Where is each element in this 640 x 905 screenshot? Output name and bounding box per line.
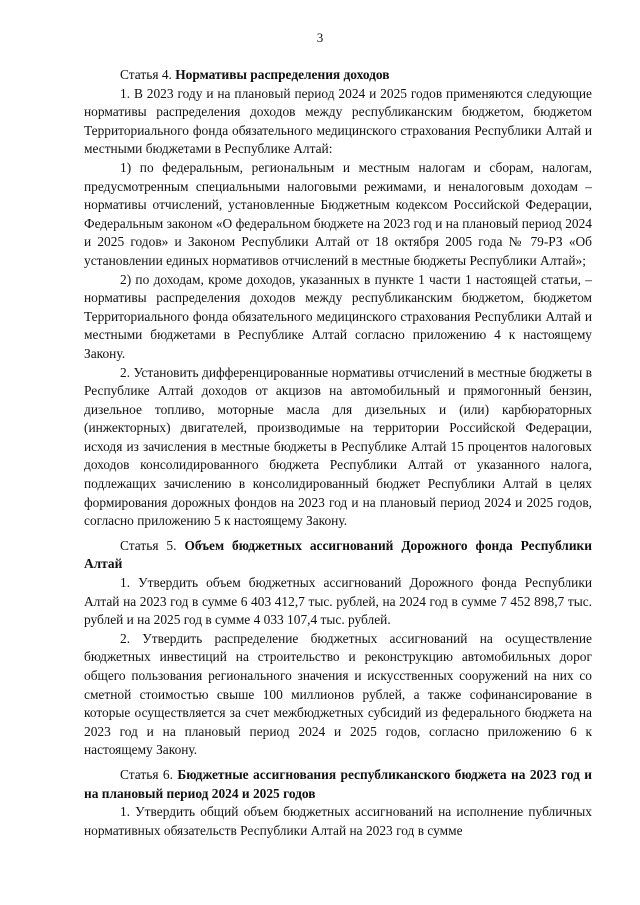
article-6-title: Бюджетные ассигнования республиканского бюджета на 2023 год и на плановый период 2024 и 2025 годов	[84, 766, 592, 801]
article-5-paragraph-1: 1. Утвердить объем бюджетных ассигнований Дорожного фонда Республики Алтай на 2023 год в сумме 6 403 412,7 тыс. рублей, на 2024 год в сумме 7 452 898,7 тыс. рублей и на 2025 год в сумме 4 033 107,4 тыс. рублей.	[84, 575, 592, 628]
article-6-heading	[84, 766, 592, 803]
article-4-label: Статья 4.	[120, 67, 172, 82]
article-4-paragraph-1: 1. В 2023 году и на плановый период 2024 и 2025 годов применяются следующие нормативы распределения доходов между республиканским бюджетом, бюджетом Территориального фонда обязательного медицинского страхования Республики Алтай и местными бюджетами в Республике Алтай:	[84, 85, 592, 157]
page-number: 3	[316, 30, 324, 45]
article-4-paragraph-3: 2) по доходам, кроме доходов, указанных в пункте 1 части 1 настоящей статьи, – нормативы распределения доходов между республиканским бюджетом, бюджетом Территориального фонда обязательного медицинского страхования Республики Алтай и местными бюджетами в Республике Алтай согласно приложению 4 к настоящему Закону.	[84, 271, 592, 361]
article-5-heading	[84, 537, 592, 574]
article-5-label: Статья 5.	[120, 537, 177, 553]
article-4-paragraph-4: 2. Установить дифференцированные нормативы отчислений в местные бюджеты в Республике Алтай доходов от акцизов на автомобильный и прямогонный бензин, дизельное топливо, моторные масла для дизельных и (или) карбюраторных (инжекторных) двигателей, производимые на территории Российской Федерации, исходя из зачисления в местные бюджеты в Республике Алтай 15 процентов налоговых доходов консолидированного бюджета Республики Алтай от указанного налога, подлежащих зачислению в консолидированный бюджет Республики Алтай в целях формирования дорожных фондов на 2023 год и на плановый период 2024 и 2025 годов, согласно приложению 5 к настоящему Закону.	[84, 364, 592, 529]
article-4-title: Нормативы распределения доходов	[175, 67, 390, 82]
article-6-paragraph-1: 1. Утвердить общий объем бюджетных ассигнований на исполнение публичных нормативных обязательств Республики Алтай на 2023 год в сумме	[84, 804, 592, 838]
article-4-heading	[84, 66, 592, 85]
article-5-paragraph-2: 2. Утвердить распределение бюджетных ассигнований на осуществление бюджетных инвестиций на строительство и реконструкцию автомобильных дорог общего пользования регионального значения и искусственных сооружений на них со сметной стоимостью свыше 100 миллионов рублей, а также софинансирование в которые осуществляется за счет межбюджетных субсидий из федерального бюджета на 2023 год и на плановый период 2024 и 2025 годов, согласно приложению 6 к настоящему Закону.	[84, 630, 592, 758]
article-4-paragraph-2: 1) по федеральным, региональным и местным налогам и сборам, налогам, предусмотренным специальными налоговыми режимами, и неналоговым доходам – нормативы отчислений, установленные Бюджетным кодексом Российской Федерации, Федеральным законом «О федеральном бюджете на 2023 год и на плановый период 2024 и 2025 годов» и Законом Республики Алтай от 18 октября 2005 года № 79-РЗ «Об установлении единых нормативов отчислений в местные бюджеты Республики Алтай»;	[84, 159, 592, 268]
document-body	[84, 60, 592, 840]
article-5-title: Объем бюджетных ассигнований Дорожного фонда Республики Алтай	[84, 537, 592, 572]
article-6-label: Статья 6.	[120, 766, 173, 782]
